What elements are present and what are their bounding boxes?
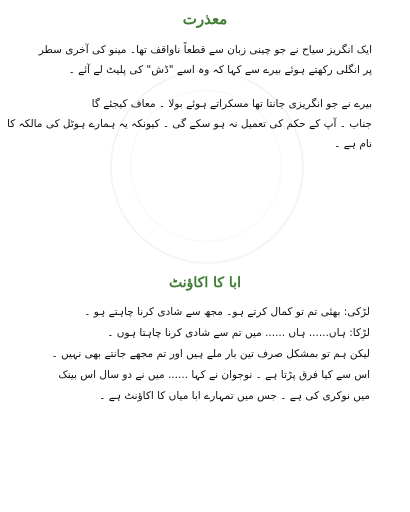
dialogue-line: اس سے کیا فرق پڑتا ہے ۔ نوجوان نے کہا ...... میں نے دو سال اس بینک <box>58 369 370 381</box>
dialogue-block <box>51 302 370 407</box>
story-paragraph-2 <box>7 94 372 154</box>
dialogue-line: میں نوکری کی ہے ۔ جس میں تمہارے ابا میاں کا اکاؤنٹ ہے ۔ <box>99 390 370 402</box>
dialogue-line: لڑکی: بھئی تم تو کمال کرتے ہو۔ مجھ سے شادی کرنا چاہتے ہو ۔ <box>84 306 370 318</box>
dialogue-line: لیکن ہم تو بمشکل صرف تین بار ملے ہیں اور تم مجھے جانتے بھی نہیں ۔ <box>51 348 370 360</box>
text-line: نام ہے ۔ <box>334 138 372 150</box>
dialogue-line: لڑکا: ہاں...... ہاں ...... میں تم سے شادی کرنا چاہتا ہوں ۔ <box>107 327 370 339</box>
text-line: بیرے نے جو انگریزی جانتا تھا مسکراتے ہوئے بولا ۔ معاف کیجئے گا <box>91 98 372 110</box>
story-paragraph-1 <box>38 40 372 80</box>
text-line: ایک انگریز سیاح نے جو چینی زبان سے قطعاً ناواقف تھا۔ مینو کی آخری سطر <box>38 44 372 56</box>
story-title-apology: معذرت <box>182 10 228 28</box>
text-line: جناب ۔ آپ کے حکم کی تعمیل نہ ہو سکے گی ۔ کیونکہ یہ ہمارے ہوٹل کی مالکہ کا <box>7 118 372 130</box>
story-title-dads-account: ابا کا اکاؤنٹ <box>169 275 241 291</box>
text-line: پر انگلی رکھتے ہوئے بیرے سے کہا کہ وہ اسے "ڈش" کی پلیٹ لے آئے ۔ <box>68 64 372 76</box>
